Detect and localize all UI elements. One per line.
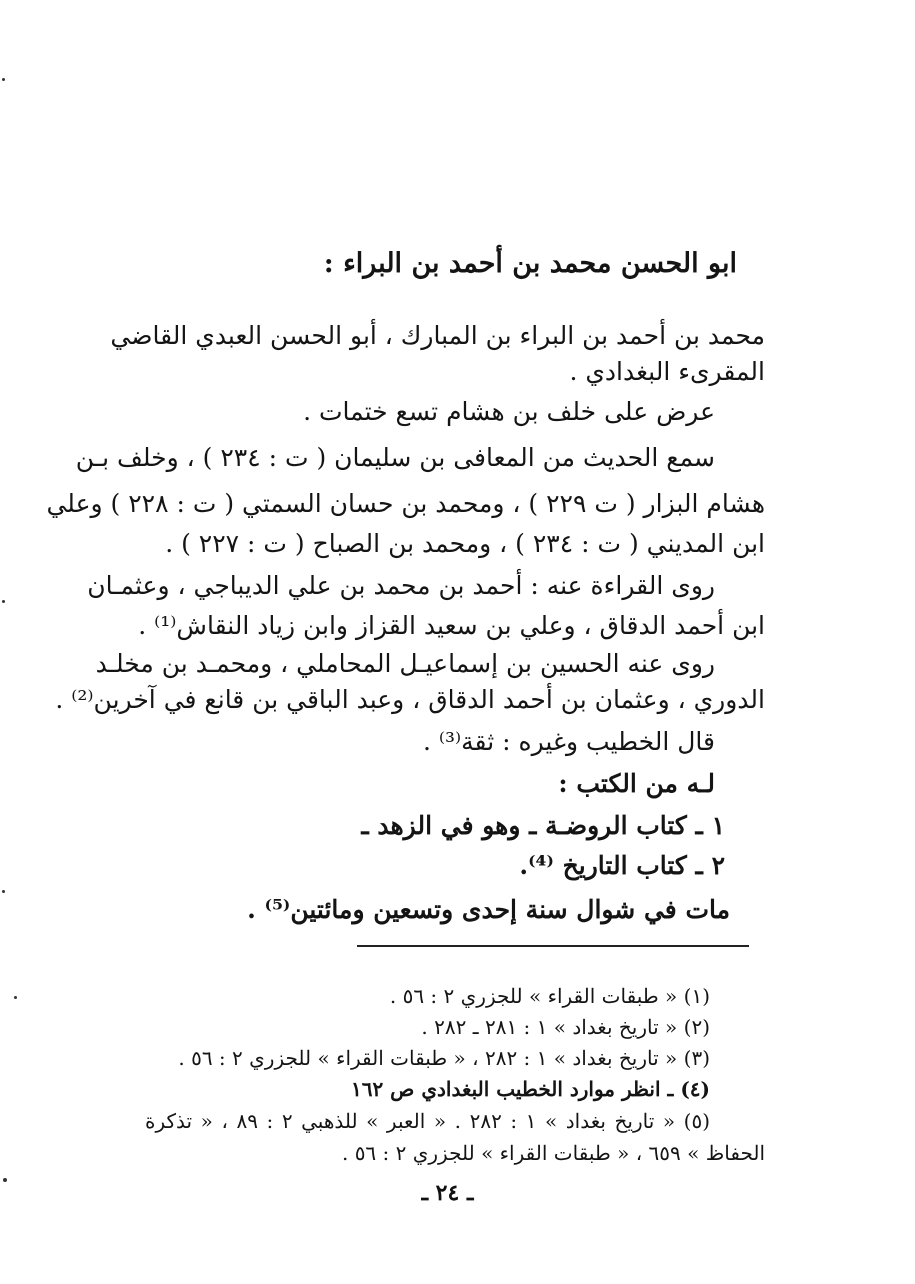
- footnote-2: (٢) « تاريخ بغداد » ١ : ٢٨١ ـ ٢٨٢ .: [421, 1015, 710, 1039]
- body-line-14: ٢ ـ كتاب التاريخ ⁽⁴⁾.: [519, 851, 725, 880]
- body-line-7: روى القراءة عنه : أحمد بن محمد بن علي الديباجي ، وعثمـان: [87, 571, 715, 600]
- footnote-5-continued: الحفاظ » ٦٥٩ ، « طبقات القراء » للجزري ٢ : ٥٦ .: [341, 1141, 765, 1165]
- scan-speck: [14, 996, 17, 999]
- body-line-10: الدوري ، وعثمان بن أحمد الدقاق ، وعبد الباقي بن قانع في آخرين⁽²⁾ .: [55, 685, 765, 714]
- body-line-6: ابن المديني ( ت : ٢٣٤ ) ، ومحمد بن الصباح ( ت : ٢٢٧ ) .: [165, 529, 765, 558]
- body-line-3: عرض على خلف بن هشام تسع ختمات .: [303, 397, 715, 426]
- footnote-1: (١) « طبقات القراء » للجزري ٢ : ٥٦ .: [389, 984, 710, 1008]
- footnote-5: (٥) « تاريخ بغداد » ١ : ٢٨٢ . « العبر » للذهبي ٢ : ٨٩ ، « تذكرة: [145, 1109, 711, 1133]
- body-line-9: روى عنه الحسين بن إسماعيـل المحاملي ، ومحمـد بن مخلـد: [95, 649, 715, 678]
- body-line-2: المقرىء البغدادي .: [569, 357, 765, 386]
- body-line-12: لـه من الكتب :: [558, 769, 715, 798]
- scan-speck: [3, 1178, 7, 1182]
- scan-speck: [2, 78, 5, 81]
- footnote-3: (٣) « تاريخ بغداد » ١ : ٢٨٢ ، « طبقات القراء » للجزري ٢ : ٥٦ .: [178, 1046, 710, 1070]
- body-line-1: محمد بن أحمد بن البراء بن المبارك ، أبو الحسن العبدي القاضي: [110, 321, 765, 350]
- body-line-11: قال الخطيب وغيره : ثقة⁽³⁾ .: [422, 727, 715, 756]
- entry-heading: ابو الحسن محمد بن أحمد بن البراء :: [323, 248, 737, 279]
- page-number: ـ ٢٤ ـ: [421, 1180, 474, 1206]
- body-line-13: ١ ـ كتاب الروضـة ـ وهو في الزهد ـ: [361, 811, 725, 840]
- footnote-4: (٤) ـ انظر موارد الخطيب البغدادي ص ١٦٢: [350, 1077, 710, 1101]
- footnote-separator: [357, 945, 749, 947]
- body-line-4: سمع الحديث من المعافى بن سليمان ( ت : ٢٣٤ ) ، وخلف بـن: [75, 443, 715, 472]
- body-line-15: مات في شوال سنة إحدى وتسعين ومائتين⁽⁵⁾ .: [247, 895, 730, 924]
- scan-speck: [2, 890, 5, 893]
- body-line-8: ابن أحمد الدقاق ، وعلي بن سعيد القزاز وابن زياد النقاش⁽¹⁾ .: [138, 611, 765, 640]
- scan-speck: [2, 600, 5, 603]
- body-line-5: هشام البزار ( ت ٢٢٩ ) ، ومحمد بن حسان السمتي ( ت : ٢٢٨ ) وعلي: [46, 489, 765, 518]
